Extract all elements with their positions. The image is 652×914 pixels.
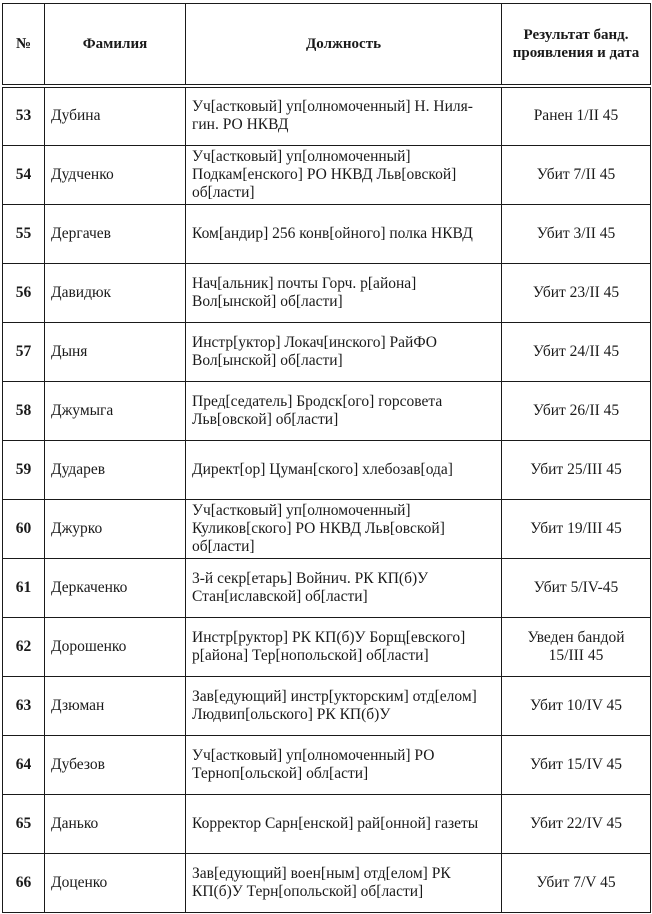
row-result: Убит 5/IV-45 <box>502 558 651 617</box>
table-row <box>3 145 651 204</box>
row-number: 66 <box>3 853 45 912</box>
row-number: 56 <box>3 263 45 322</box>
table-row <box>3 617 651 676</box>
row-position: Инстр[руктор] РК КП(б)У Борщ[евского] р[айона] Тер[нопольской] об[ласти] <box>186 617 502 676</box>
table-row <box>3 853 651 912</box>
table-row <box>3 499 651 558</box>
table-row <box>3 735 651 794</box>
row-position: Зав[едующий] воен[ным] отд[елом] РК КП(б)У Терн[опольской] об[ласти] <box>186 853 502 912</box>
row-result: Убит 19/III 45 <box>502 499 651 558</box>
row-result: Убит 26/II 45 <box>502 381 651 440</box>
row-surname: Дубина <box>45 86 186 145</box>
row-result: Уведен бандой 15/III 45 <box>502 617 651 676</box>
row-surname: Дубезов <box>45 735 186 794</box>
row-surname: Давидюк <box>45 263 186 322</box>
row-number: 62 <box>3 617 45 676</box>
row-surname: Деркаченко <box>45 558 186 617</box>
row-position: Зав[едующий] инстр[укторским] отд[елом] Людвип[ольского] РК КП(б)У <box>186 676 502 735</box>
row-result: Убит 25/III 45 <box>502 440 651 499</box>
row-surname: Дергачев <box>45 204 186 263</box>
row-position: Уч[астковый] уп[олномоченный] РО Терноп[ольской] обл[асти] <box>186 735 502 794</box>
row-surname: Джурко <box>45 499 186 558</box>
row-surname: Дударев <box>45 440 186 499</box>
row-position: Нач[альник] почты Горч. р[айона] Вол[ынской] об[ласти] <box>186 263 502 322</box>
row-surname: Данько <box>45 794 186 853</box>
row-surname: Дорошенко <box>45 617 186 676</box>
row-result: Убит 7/II 45 <box>502 145 651 204</box>
row-number: 61 <box>3 558 45 617</box>
row-number: 64 <box>3 735 45 794</box>
table-row <box>3 794 651 853</box>
row-result: Убит 22/IV 45 <box>502 794 651 853</box>
row-surname: Дыня <box>45 322 186 381</box>
row-result: Убит 3/II 45 <box>502 204 651 263</box>
row-position: 3-й секр[етарь] Войнич. РК КП(б)У Стан[иславской] об[ласти] <box>186 558 502 617</box>
row-surname: Джумыга <box>45 381 186 440</box>
row-number: 55 <box>3 204 45 263</box>
row-number: 63 <box>3 676 45 735</box>
table-row <box>3 263 651 322</box>
row-result: Убит 23/II 45 <box>502 263 651 322</box>
row-position: Инстр[уктор] Локач[инского] РайФО Вол[ынской] об[ласти] <box>186 322 502 381</box>
table-row <box>3 440 651 499</box>
row-surname: Доценко <box>45 853 186 912</box>
table-row <box>3 381 651 440</box>
row-result: Убит 15/IV 45 <box>502 735 651 794</box>
table-row <box>3 86 651 145</box>
header-surname: Фамилия <box>45 4 186 87</box>
row-result: Убит 10/IV 45 <box>502 676 651 735</box>
row-result: Ранен 1/II 45 <box>502 86 651 145</box>
row-position: Уч[астковый] уп[олномоченный] Куликов[ского] РО НКВД Льв[овской] об[ласти] <box>186 499 502 558</box>
table-row <box>3 558 651 617</box>
table-row <box>3 322 651 381</box>
row-position: Корректор Сарн[енской] рай[онной] газеты <box>186 794 502 853</box>
row-number: 54 <box>3 145 45 204</box>
row-result: Убит 24/II 45 <box>502 322 651 381</box>
table-row <box>3 204 651 263</box>
header-result: Результат банд. проявления и дата <box>502 4 651 87</box>
row-number: 57 <box>3 322 45 381</box>
header-number: № <box>3 4 45 87</box>
row-number: 60 <box>3 499 45 558</box>
row-result: Убит 7/V 45 <box>502 853 651 912</box>
row-number: 58 <box>3 381 45 440</box>
row-surname: Дудченко <box>45 145 186 204</box>
table-row <box>3 676 651 735</box>
row-position: Ком[андир] 256 конв[ойного] полка НКВД <box>186 204 502 263</box>
row-number: 59 <box>3 440 45 499</box>
row-number: 65 <box>3 794 45 853</box>
row-position: Уч[астковый] уп[олномоченный] Подкам[енского] РО НКВД Льв[овской] об[ласти] <box>186 145 502 204</box>
row-number: 53 <box>3 86 45 145</box>
table-header-row <box>3 4 651 87</box>
header-position: Должность <box>186 4 502 87</box>
row-surname: Дзюман <box>45 676 186 735</box>
casualty-table <box>2 3 651 913</box>
row-position: Уч[астковый] уп[олномоченный] Н. Ниля-гин. РО НКВД <box>186 86 502 145</box>
row-position: Директ[ор] Цуман[ского] хлебозав[ода] <box>186 440 502 499</box>
row-position: Пред[седатель] Бродск[ого] горсовета Льв[овской] об[ласти] <box>186 381 502 440</box>
